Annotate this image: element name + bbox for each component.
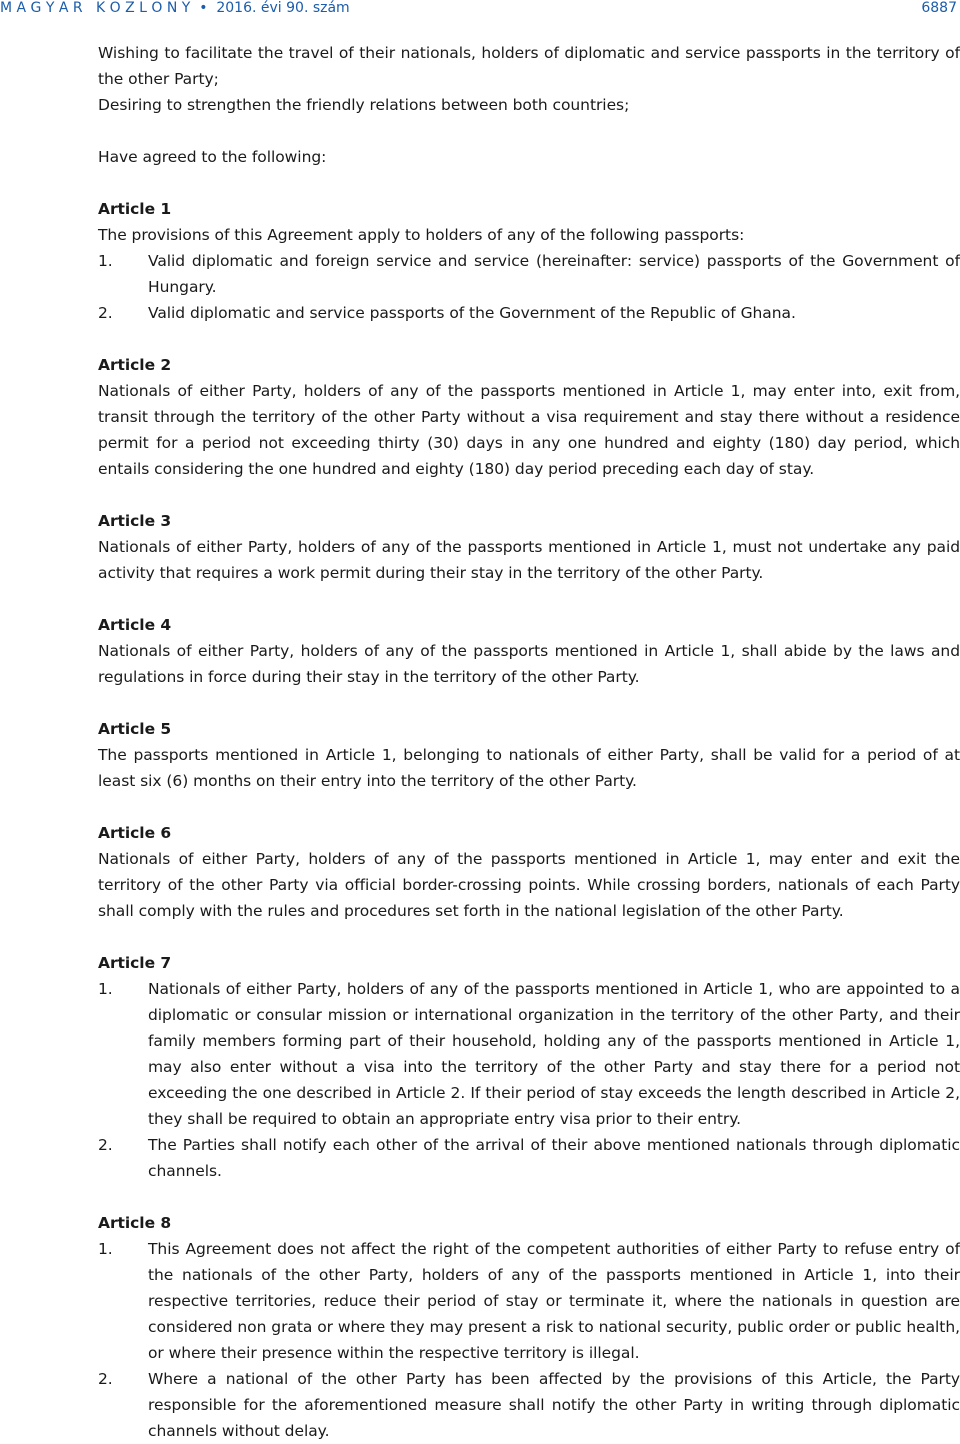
article-body: Nationals of either Party, holders of any of the passports mentioned in Article 1, shall abide by the laws and regulations in force during their stay in the territory of the other Party. (98, 642, 960, 686)
list-item (98, 1132, 960, 1184)
list-item (98, 976, 960, 1132)
item-number: 1. (98, 1240, 113, 1258)
list-item (98, 1236, 960, 1366)
list-item (98, 1366, 960, 1444)
article-title: Article 3 (98, 512, 172, 530)
journal-title: M A G Y A R K Ö Z L Ö N Y • 2016. évi 90. szám (0, 0, 350, 16)
preamble-paragraph: Have agreed to the following: (98, 148, 327, 166)
article-title: Article 6 (98, 824, 172, 842)
item-text: This Agreement does not affect the right of the competent authorities of either Party to refuse entry of the nationals of the other Party, holders of any of the passports mentioned in Article 1, into their respective territories, reduce their period of stay or terminate it, where the nationals in question are considered non grata or where they may present a risk to national security, public order or public health, or where their presence within the respective territory is illegal. (148, 1240, 960, 1362)
article-8 (98, 1210, 960, 1444)
list-item (98, 248, 960, 300)
item-text: Valid diplomatic and foreign service and service (hereinafter: service) passports of the Government of Hungary. (148, 252, 960, 296)
article-1 (98, 196, 960, 326)
item-text: The Parties shall notify each other of the arrival of their above mentioned nationals through diplomatic channels. (148, 1136, 960, 1180)
article-6 (98, 820, 960, 924)
list-item (98, 300, 960, 326)
document-body (98, 40, 960, 1444)
item-text: Nationals of either Party, holders of any of the passports mentioned in Article 1, who are appointed to a diplomatic or consular mission or international organization in the territory of the other Party, and their family members forming part of their household, holding any of the passports mentioned in Article 1, may also enter without a visa into the territory of the other Party and stay there for a period not exceeding the one described in Article 2. If their period of stay exceeds the length described in Article 2, they shall be required to obtain an appropriate entry visa prior to their entry. (148, 980, 960, 1128)
preamble-paragraph: Wishing to facilitate the travel of their nationals, holders of diplomatic and service passports in the territory of the other Party; (98, 44, 960, 88)
item-number: 2. (98, 1370, 113, 1388)
article-5 (98, 716, 960, 794)
article-2 (98, 352, 960, 482)
article-title: Article 1 (98, 200, 172, 218)
article-body: Nationals of either Party, holders of any of the passports mentioned in Article 1, may enter into, exit from, transit through the territory of the other Party without a visa requirement and stay there without a residence permit for a period not exceeding thirty (30) days in any one hundred and eighty (180) day period, which entails considering the one hundred and eighty (180) day period preceding each day of stay. (98, 382, 960, 478)
article-body: Nationals of either Party, holders of any of the passports mentioned in Article 1, must not undertake any paid activity that requires a work permit during their stay in the territory of the other Party. (98, 538, 960, 582)
article-7 (98, 950, 960, 1184)
item-number: 2. (98, 1136, 113, 1154)
item-number: 2. (98, 304, 113, 322)
article-3 (98, 508, 960, 586)
item-text: Where a national of the other Party has been affected by the provisions of this Article, the Party responsible for the aforementioned measure shall notify the other Party in writing through diplomatic channels without delay. (148, 1370, 960, 1440)
item-number: 1. (98, 252, 113, 270)
article-title: Article 4 (98, 616, 172, 634)
article-4 (98, 612, 960, 690)
running-header (0, 0, 960, 20)
article-intro: The provisions of this Agreement apply to holders of any of the following passports: (98, 226, 745, 244)
article-title: Article 7 (98, 954, 172, 972)
item-text: Valid diplomatic and service passports of the Government of the Republic of Ghana. (148, 304, 796, 322)
article-body: Nationals of either Party, holders of any of the passports mentioned in Article 1, may enter and exit the territory of the other Party via official border-crossing points. While crossing borders, nationals of each Party shall comply with the rules and procedures set forth in the national legislation of the other Party. (98, 850, 960, 920)
page-number: 6887 (921, 0, 957, 16)
preamble-paragraph: Desiring to strengthen the friendly relations between both countries; (98, 96, 630, 114)
article-title: Article 8 (98, 1214, 172, 1232)
item-number: 1. (98, 980, 113, 998)
article-body: The passports mentioned in Article 1, belonging to nationals of either Party, shall be valid for a period of at least six (6) months on their entry into the territory of the other Party. (98, 746, 960, 790)
article-title: Article 2 (98, 356, 172, 374)
article-title: Article 5 (98, 720, 172, 738)
